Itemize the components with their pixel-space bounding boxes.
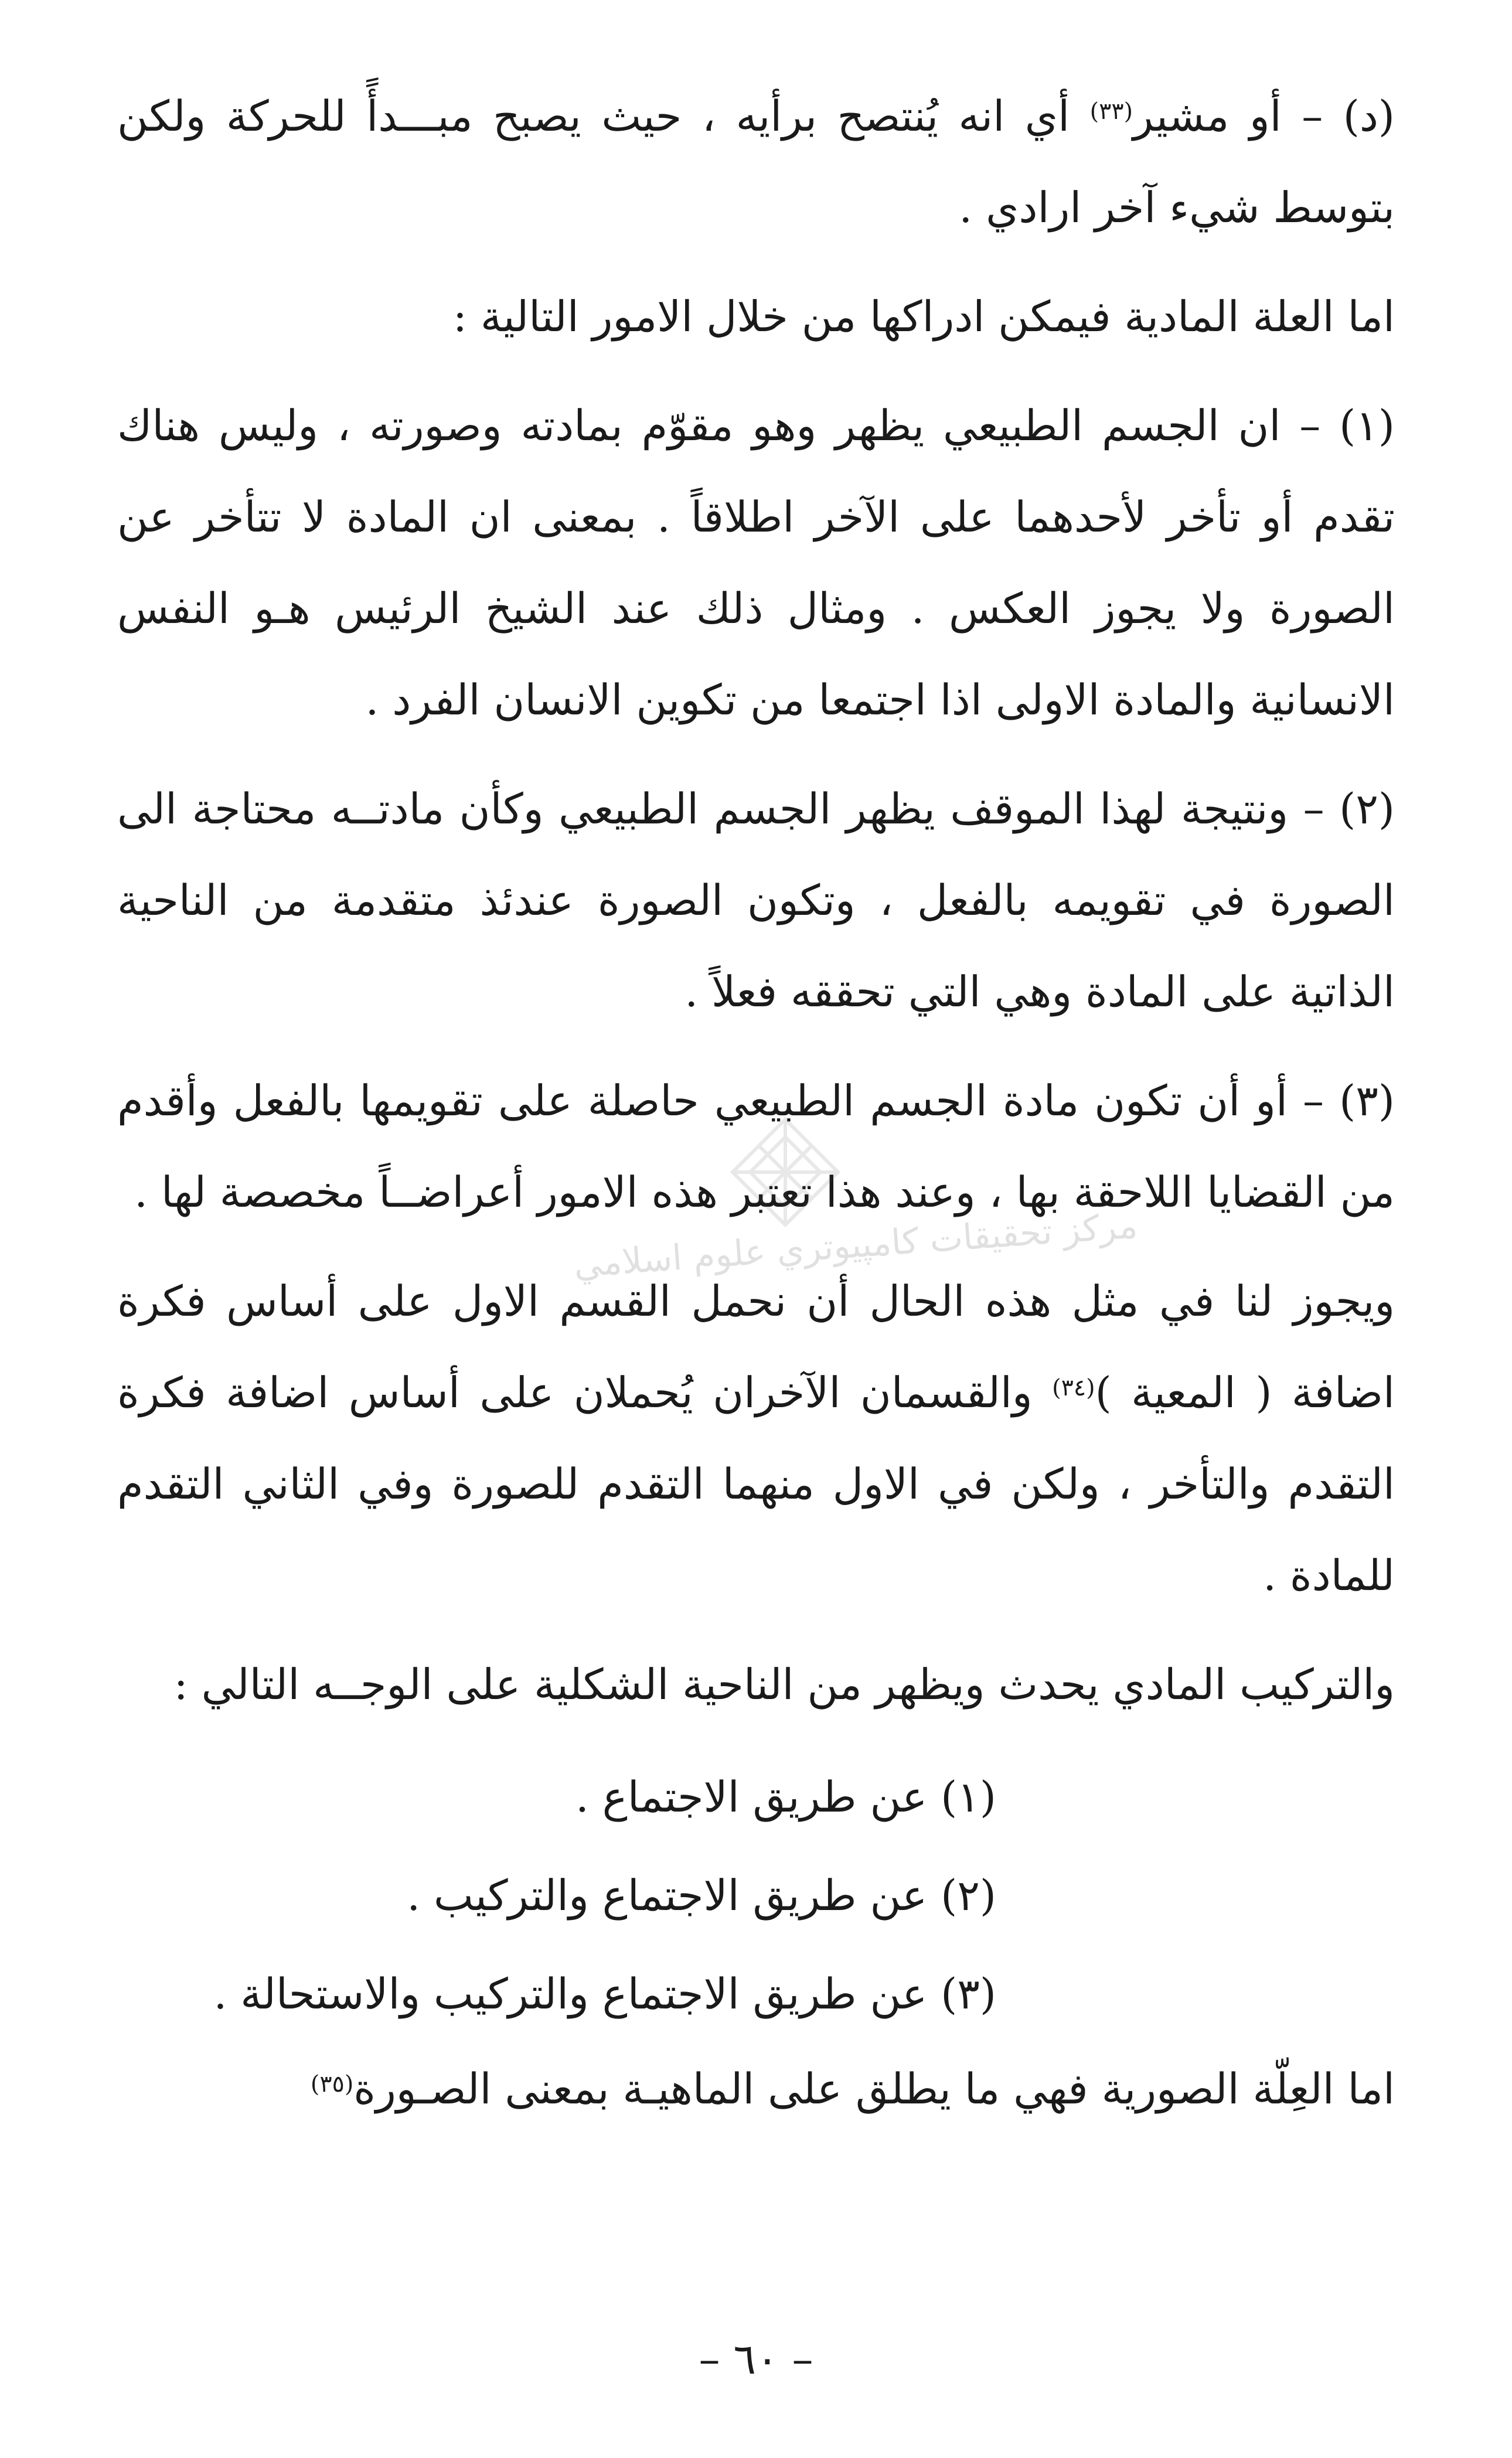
paragraph-3 [117,380,1395,745]
paragraph-2 [117,271,1395,362]
page-number: – ٦٠ – [699,2334,813,2384]
paragraph-6-text-after: والقسمان الآخران يُحملان على أساس اضافة فكرة التقدم والتأخر ، ولكن في الاول منهما التقدم للصورة وفي الثاني التقدم للمادة . [117,1368,1395,1600]
paragraph-3-text: (١) – ان الجسم الطبيعي يظهر وهو مقوّم بمادته وصورته ، وليس هناك تقدم أو تأخر لأحدهما على الآخر اطلاقاً . بمعنى ان المادة لا تتأخر عن الصورة ولا يجوز العكس . ومثال ذلك عند الشيخ الرئيس هـو النفس الانسانية والمادة الاولى اذا اجتمعا من تكوين الانسان الفرد . [117,401,1395,724]
footnote-ref-33: (٣٣) [1089,98,1133,125]
list-item-2: (٢) عن طريق الاجتماع والتركيب . [407,1871,996,1920]
paragraph-1 [117,70,1395,253]
paragraph-6-text: ويجوز لنا في مثل هذه الحال أن نحمل القسم الاول على أساس فكرة اضافة ( المعية ) [117,1276,1395,1417]
paragraph-4-text: (٢) – ونتيجة لهذا الموقف يظهر الجسم الطبيعي وكأن مادتــه محتاجة الى الصورة في تقويمه بالفعل ، وتكون الصورة عندئذ متقدمة من الناحية الذاتية على المادة وهي التي تحققه فعلاً . [117,784,1395,1016]
list-item-3: (٣) عن طريق الاجتماع والتركيب والاستحالة . [213,1969,996,2018]
paragraph-6 [117,1255,1395,1621]
paragraph-7-text: والتركيب المادي يحدث ويظهر من الناحية الشكلية على الوجــه التالي : [173,1660,1395,1709]
paragraph-4 [117,763,1395,1037]
watermark-text: مركز تحقيقات كامپيوتري علوم اسلامي [572,1205,1139,1286]
footnote-ref-35: (٣٥) [310,2071,354,2098]
numbered-list [117,1748,1395,2043]
paragraph-7 [117,1639,1395,1730]
list-item-1: (١) عن طريق الاجتماع . [575,1772,996,1822]
paragraph-1-text-after: أي انه يُنتصح برأيه ، حيث يصبح مبـــدأً للحركة ولكن بتوسط شيء آخر ارادي . [117,91,1395,232]
paragraph-last [117,2043,1395,2134]
page-body [117,70,1395,2134]
paragraph-1-text: (د) – أو مشير [1133,91,1395,141]
paragraph-5 [117,1055,1395,1238]
paragraph-5-text: (٣) – أو أن تكون مادة الجسم الطبيعي حاصلة على تقويمها بالفعل وأقدم من القضايا اللاحقة بها ، وعند هذا تعتبر هذه الامور أعراضــاً مخصصة لها . [117,1076,1395,1217]
paragraph-last-text: اما العِلّة الصورية فهي ما يطلق على الماهيـة بمعنى الصـورة [353,2064,1395,2113]
footnote-ref-34: (٣٤) [1052,1374,1095,1402]
paragraph-2-text: اما العلة المادية فيمكن ادراكها من خلال الامور التالية : [452,292,1395,341]
